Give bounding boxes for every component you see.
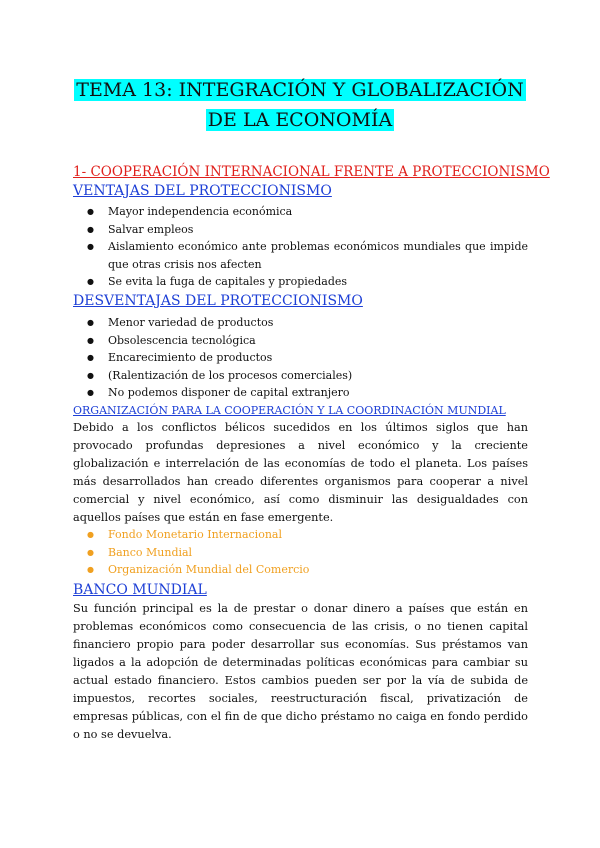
list-item: ● Se evita la fuga de capitales y propiedades [73, 273, 528, 291]
list-item: ● Fondo Monetario Internacional [73, 526, 528, 544]
list-item: ● Banco Mundial [73, 544, 528, 562]
list-item: ● Mayor independencia económica [73, 203, 528, 221]
list-item: ● Menor variedad de productos [73, 314, 528, 332]
heading-organizacion: ORGANIZACIÓN PARA LA COOPERACIÓN Y LA COORDINACIÓN MUNDIAL [73, 404, 506, 417]
heading-banco-mundial: BANCO MUNDIAL [73, 582, 207, 598]
list-item: ● No podemos disponer de capital extranjero [73, 384, 528, 402]
section-heading-cooperacion: 1- COOPERACIÓN INTERNACIONAL FRENTE A PROTECCIONISMO [73, 164, 550, 180]
paragraph-organizacion: Debido a los conflictos bélicos sucedidos en los últimos siglos que han provocado profundas depresiones a nivel económico y la creciente globalización e interrelación de las economías de todo el planeta. Los países más desarrollados han creado diferentes organismos para cooperar a nivel comercial y nivel económico, así como disminuir las desigualdades con aquellos países que están en fase emergente. [73, 421, 528, 524]
heading-ventajas: VENTAJAS DEL PROTECCIONISMO [73, 183, 332, 199]
list-item: ● Obsolescencia tecnológica [73, 332, 528, 350]
list-item: ● Salvar empleos [73, 221, 528, 239]
list-item: ● Aislamiento económico ante problemas económicos mundiales que impide que otras crisis nos afecten [73, 238, 528, 273]
list-item: ● (Ralentización de los procesos comerciales) [73, 367, 528, 385]
page-title-line1 [0, 77, 600, 103]
list-item: ● Encarecimiento de productos [73, 349, 528, 367]
heading-desventajas: DESVENTAJAS DEL PROTECCIONISMO [73, 293, 363, 309]
title-highlight-1: TEMA 13: INTEGRACIÓN Y GLOBALIZACIÓN [76, 79, 524, 101]
list-organismos [73, 526, 528, 579]
paragraph-banco-mundial: Su función principal es la de prestar o donar dinero a países que están en problemas económicos como consecuencia de las crisis, o no tienen capital financiero propio para poder desarrollar sus economías. Sus préstamos van ligados a la adopción de determinadas políticas económicas para cambiar su actual estado financiero. Estos cambios pueden ser por la vía de subida de impuestos, recortes sociales, reestructuración fiscal, privatización de empresas públicas, con el fin de que dicho préstamo no caiga en fondo perdido o no se devuelva. [73, 602, 528, 741]
list-ventajas [73, 203, 528, 291]
list-item: ● Organización Mundial del Comercio [73, 561, 528, 579]
list-desventajas [73, 314, 528, 402]
page-title-line2 [0, 107, 600, 133]
title-highlight-2: DE LA ECONOMÍA [207, 109, 393, 131]
